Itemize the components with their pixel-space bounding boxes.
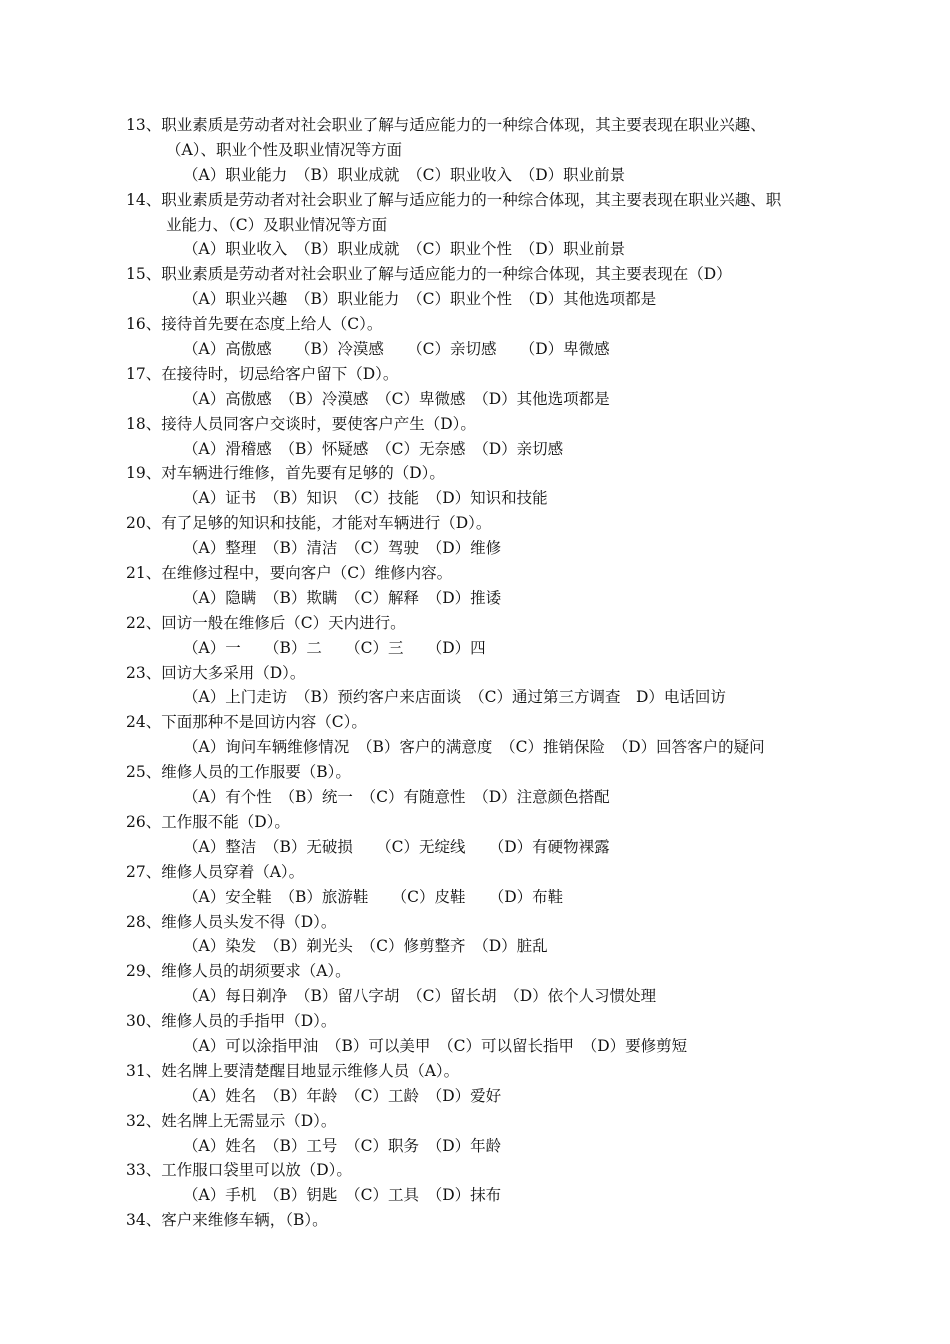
question-text: 工作服口袋里可以放（D）。	[161, 1161, 352, 1180]
question-text: 客户来维修车辆，（B）。	[161, 1211, 328, 1230]
question-item	[126, 860, 830, 910]
answer-options: （A）整洁 （B）无破损 （C）无绽线 （D）有硬物裸露	[183, 837, 610, 856]
question-number: 29、	[126, 962, 162, 981]
question-text: 在维修过程中，要向客户（C）维修内容。	[161, 564, 453, 583]
question-number: 18、	[126, 414, 162, 433]
question-item	[126, 959, 830, 1009]
answer-options: （A）一 （B）二 （C）三 （D）四	[183, 638, 486, 657]
answer-options: （A）可以涂指甲油 （B）可以美甲 （C）可以留长指甲 （D）要修剪短	[183, 1036, 688, 1055]
question-item	[126, 511, 830, 561]
question-stem	[126, 760, 830, 785]
question-number: 21、	[126, 564, 162, 583]
answer-options: （A）上门走访 （B）预约客户来店面谈 （C）通过第三方调查 D）电话回访	[183, 688, 726, 707]
question-stem	[126, 860, 830, 885]
question-stem	[126, 1059, 830, 1084]
question-item	[126, 910, 830, 960]
answer-options: （A）证书 （B）知识 （C）技能 （D）知识和技能	[183, 489, 548, 508]
question-number: 13、	[126, 116, 162, 134]
question-stem	[126, 959, 830, 984]
question-number: 16、	[126, 315, 162, 334]
question-stem	[126, 262, 830, 287]
question-text: 维修人员穿着（A）。	[161, 862, 305, 881]
question-number: 31、	[126, 1061, 162, 1080]
answer-options: （A）职业收入 （B）职业成就 （C）职业个性 （D）职业前景	[183, 240, 626, 259]
question-stem	[126, 511, 830, 536]
question-text-continued: （A）、职业个性及职业情况等方面	[166, 140, 402, 159]
question-stem	[126, 461, 830, 486]
answer-options: （A）每日剃净 （B）留八字胡 （C）留长胡 （D）依个人习惯处理	[183, 987, 657, 1006]
question-number: 27、	[126, 862, 162, 881]
question-stem	[126, 1208, 830, 1233]
question-text: 维修人员的工作服要（B）。	[161, 763, 351, 782]
question-text: 回访一般在维修后（C）天内进行。	[161, 613, 406, 632]
question-number: 20、	[126, 514, 162, 533]
question-item	[126, 362, 830, 412]
question-stem	[126, 611, 830, 636]
question-number: 14、	[126, 190, 162, 209]
answer-options: （A）整理 （B）清洁 （C）驾驶 （D）维修	[183, 539, 502, 558]
question-item	[126, 113, 830, 188]
question-number: 24、	[126, 713, 162, 732]
question-stem	[126, 661, 830, 686]
answer-options: （A）有个性 （B）统一 （C）有随意性 （D）注意颜色搭配	[183, 788, 610, 807]
question-stem	[126, 1109, 830, 1134]
question-text: 维修人员头发不得（D）。	[161, 912, 337, 931]
question-text: 维修人员的手指甲（D）。	[161, 1012, 337, 1031]
question-item	[126, 661, 830, 711]
question-text-continued: 业能力、（C）及职业情况等方面	[166, 215, 388, 234]
question-number: 34、	[126, 1211, 162, 1230]
answer-options: （A）滑稽感 （B）怀疑感 （C）无奈感 （D）亲切感	[183, 439, 564, 458]
question-list	[126, 113, 830, 1233]
question-stem	[126, 810, 830, 835]
answer-options: （A）隐瞒 （B）欺瞒 （C）解释 （D）推诿	[183, 588, 502, 607]
answer-options: （A）职业兴趣 （B）职业能力 （C）职业个性 （D）其他选项都是	[183, 290, 657, 309]
question-item	[126, 312, 830, 362]
question-item	[126, 412, 830, 462]
question-number: 25、	[126, 763, 162, 782]
question-text: 工作服不能（D）。	[161, 812, 290, 831]
answer-options: （A）询问车辆维修情况 （B）客户的满意度 （C）推销保险 （D）回答客户的疑问	[183, 738, 765, 757]
question-text: 有了足够的知识和技能，才能对车辆进行（D）。	[161, 514, 492, 533]
answer-options: （A）姓名 （B）年龄 （C）工龄 （D）爱好	[183, 1086, 502, 1105]
question-stem	[126, 312, 830, 337]
question-number: 32、	[126, 1111, 162, 1130]
question-item	[126, 710, 830, 760]
question-text: 姓名牌上要清楚醒目地显示维修人员（A）。	[161, 1061, 460, 1080]
question-item	[126, 760, 830, 810]
answer-options: （A）姓名 （B）工号 （C）职务 （D）年龄	[183, 1136, 502, 1155]
question-text: 在接待时，切忌给客户留下（D）。	[161, 364, 399, 383]
question-item	[126, 1059, 830, 1109]
question-number: 26、	[126, 812, 162, 831]
question-stem	[126, 1158, 830, 1183]
question-item	[126, 1158, 830, 1208]
question-item	[126, 1208, 830, 1233]
question-number: 30、	[126, 1012, 162, 1031]
question-text: 回访大多采用（D）。	[161, 663, 306, 682]
question-number: 22、	[126, 613, 162, 632]
question-stem	[126, 188, 830, 213]
question-text: 下面那种不是回访内容（C）。	[161, 713, 367, 732]
question-item	[126, 461, 830, 511]
question-item	[126, 1109, 830, 1159]
question-stem	[126, 1009, 830, 1034]
question-item	[126, 611, 830, 661]
question-number: 33、	[126, 1161, 162, 1180]
question-text: 职业素质是劳动者对社会职业了解与适应能力的一种综合体现，其主要表现在（D）	[161, 265, 732, 284]
question-item	[126, 1009, 830, 1059]
answer-options: （A）手机 （B）钥匙 （C）工具 （D）抹布	[183, 1186, 502, 1205]
question-stem	[126, 561, 830, 586]
answer-options: （A）高傲感 （B）冷漠感 （C）卑微感 （D）其他选项都是	[183, 389, 610, 408]
question-text: 姓名牌上无需显示（D）。	[161, 1111, 337, 1130]
question-text: 职业素质是劳动者对社会职业了解与适应能力的一种综合体现，其主要表现在职业兴趣、	[161, 116, 766, 134]
question-item	[126, 810, 830, 860]
question-stem	[126, 362, 830, 387]
question-text: 对车辆进行维修，首先要有足够的（D）。	[161, 464, 445, 483]
question-stem	[126, 910, 830, 935]
question-number: 17、	[126, 364, 162, 383]
answer-options: （A）高傲感 （B）冷漠感 （C）亲切感 （D）卑微感	[183, 340, 610, 359]
question-text: 接待人员同客户交谈时，要使客户产生（D）。	[161, 414, 476, 433]
answer-options: （A）安全鞋 （B）旅游鞋 （C）皮鞋 （D）布鞋	[183, 887, 564, 906]
question-text: 接待首先要在态度上给人（C）。	[161, 315, 383, 334]
question-text: 职业素质是劳动者对社会职业了解与适应能力的一种综合体现，其主要表现在职业兴趣、职	[161, 190, 782, 209]
question-number: 19、	[126, 464, 162, 483]
question-text: 维修人员的胡须要求（A）。	[161, 962, 351, 981]
question-number: 15、	[126, 265, 162, 284]
question-stem	[126, 710, 830, 735]
answer-options: （A）染发 （B）剃光头 （C）修剪整齐 （D）脏乱	[183, 937, 548, 956]
question-stem	[126, 113, 830, 138]
question-item	[126, 262, 830, 312]
question-stem	[126, 412, 830, 437]
question-item	[126, 188, 830, 263]
question-number: 28、	[126, 912, 162, 931]
question-item	[126, 561, 830, 611]
answer-options: （A）职业能力 （B）职业成就 （C）职业收入 （D）职业前景	[183, 165, 626, 184]
question-number: 23、	[126, 663, 162, 682]
